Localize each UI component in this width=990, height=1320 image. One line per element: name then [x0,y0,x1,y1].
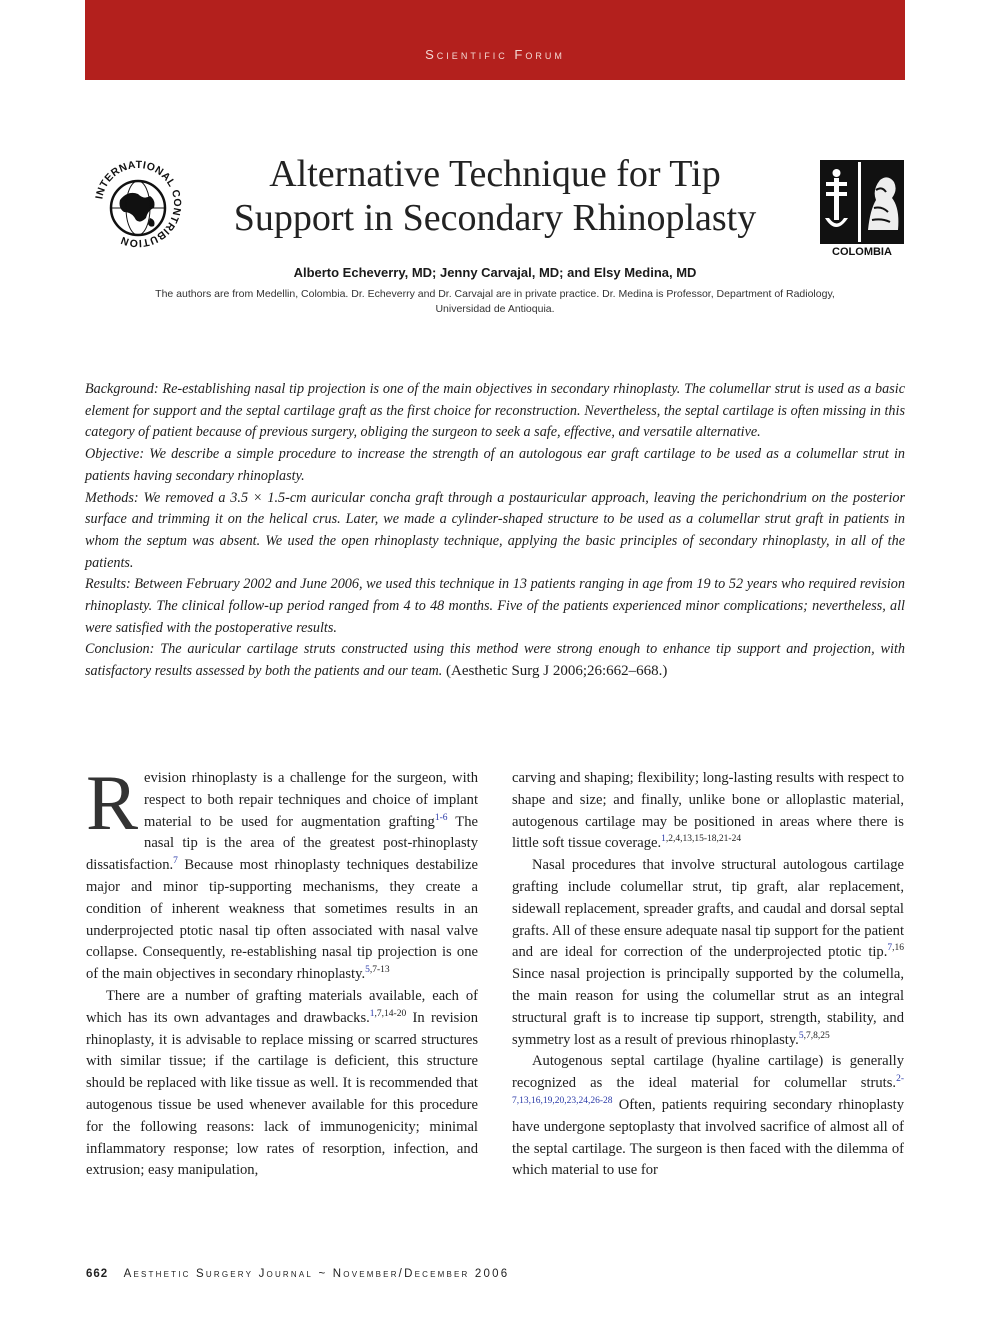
body-paragraph: Nasal procedures that involve structural autologous cartilage grafting include columellar strut, tip graft, alar replacement, sidewall replacement, spreader grafts, and caudal and dorsal septal grafts. All of these ensure adequate nasal tip support for the patient and are ideal for correction of the underprojected ptotic tip.$^{7,16}$ Since nasal projection is principally supported by the columella, the main reason for using the columellar strut as an integral structural graft is to increase tip support, strength, stability, and symmetry lost as a result of previous rhinoplasty.$^{5,7,8,25}$ [512,857,904,1048]
body-column-right [512,768,904,1182]
abstract-methods [85,488,905,575]
article-title [190,152,800,240]
section-label: Scientific Forum [425,47,565,62]
reference-link[interactable]: 1 [661,834,666,845]
colombia-emblem [820,160,904,244]
drop-cap: R [86,759,139,846]
background-label: Background: [85,381,159,397]
section-banner [85,0,905,80]
reference-link[interactable]: 7 [173,856,178,867]
abstract-objective [85,444,905,487]
reference-link[interactable]: 5 [798,1030,804,1041]
affiliation-line-2: Universidad de Antioquia. [435,303,555,315]
page-footer [86,1268,906,1280]
title-line-1: Alternative Technique for Tip [269,153,721,195]
results-text: Between February 2002 and June 2006, we used this technique in 13 patients ranging in age from 19 to 52 years who required revision rhinoplasty. The clinical follow-up period ranged from 4 to 48 months. Five of the patients experienced minor complications; nevertheless, all were satisfied with the postoperative results. [85,576,905,636]
journal-name: Aesthetic Surgery Journal ~ November/December 2006 [123,1268,510,1280]
reference-link[interactable]: 2-7,13,16,19,20,23,24,26-28 [512,1074,904,1107]
abstract-results [85,574,905,639]
reference-link[interactable]: 5 [365,965,370,976]
svg-text:INTERNATIONAL CONTRIBUTION: INTERNATIONAL CONTRIBUTION [93,158,184,250]
abstract [85,379,905,683]
objective-label: Objective: [85,446,145,463]
objective-text: We describe a simple procedure to increase the strength of an autologous ear graft cartilage to be used as a columellar strut in patients having secondary rhinoplasty. [85,446,905,484]
reference-link[interactable]: 1 [369,1008,375,1019]
citation: (Aesthetic Surg J 2006;26:662–668.) [442,663,668,680]
conclusion-label: Conclusion: [85,641,155,658]
body-paragraph: Revision rhinoplasty is a challenge for the surgeon, with respect to both repair techniques and choice of implant material to be used for augmentation grafting$^{1-6}$ The nasal tip is the area of the greatest post-rhinoplasty dissatisfaction.$^7$ Because most rhinoplasty techniques destabilize major and minor tip-supporting mechanisms, they create a condition of inherent weakness that sometimes results in an underprojected ptotic nasal tip often associated with nasal valve collapse. Consequently, re-establishing nasal tip projection is one of the main objectives in secondary rhinoplasty.$^{5,7-13}$ [86,759,478,983]
affiliation [105,287,885,317]
country-label: COLOMBIA [832,246,892,258]
body-paragraph: carving and shaping; flexibility; long-lasting results with respect to shape and size; and finally, unlike bone or alloplastic material, autogenous cartilage may be positioned in areas where there is little soft tissue coverage.$^{1,2,4,13,15-18,21-24}$ [512,770,904,852]
methods-text: We removed a 3.5 × 1.5-cm auricular concha graft through a postauricular approach, leaving the perichondrium on the posterior surface and trimming it on the helical crus. Later, we made a cylinder-shaped structure to be used as a columellar strut graft in patients in whom the septum was absent. We used the open rhinoplasty technique, applying the basic principles of secondary rhinoplasty, in all of the patients. [85,489,905,571]
abstract-conclusion [85,639,905,682]
body-paragraph: There are a number of grafting materials available, each of which has its own advantages and drawbacks.$^{1,7,14-20}$ In revision rhinoplasty, it is advisable to replace missing or scarred structures with similar tissue; if the cartilage is deficient, this structure should be replaced with like tissue as well. It is recommended that autogenous tissue be used whenever available for this procedure for the following reasons: lack of immunogenicity; minimal inflammatory response; low rates of resorption, infection, and extrusion; easy manipulation, [86,987,478,1179]
body-paragraph: Autogenous septal cartilage (hyaline cartilage) is generally recognized as the ideal material for columellar struts.$^{2-7,13,16,19,20,23,24,26-28}$ Often, patients requiring secondary rhinoplasty have undergone septoplasty that involved sacrifice of almost all of the septal cartilage. The surgeon is then faced with the dilemma of which material to use for [512,1053,904,1179]
methods-label: Methods: [85,489,139,506]
page-number: 662 [86,1268,109,1280]
results-label: Results: [85,576,131,593]
reference-link[interactable]: 1-6 [434,812,448,823]
abstract-background [85,379,905,444]
conclusion-text: The auricular cartilage struts constructed using this method were strong enough to enhance tip support and projection, with satisfactory results assessed by both the patients and our team. [85,641,905,680]
background-text: Re-establishing nasal tip projection is one of the main objectives in secondary rhinoplasty. The columellar strut is used as a basic element for support and the septal cartilage graft as the first choice for reconstruction. Nevertheless, the septal cartilage is often missing in this category of patient because of previous surgery, obliging the surgeon to seek a safe, effective, and versatile alternative. [85,381,905,441]
body-column-left [86,759,478,1182]
authors: Alberto Echeverry, MD; Jenny Carvajal, MD; and Elsy Medina, MD [293,265,697,280]
international-contribution-emblem [92,158,184,250]
affiliation-line-1: The authors are from Medellin, Colombia. Dr. Echeverry and Dr. Carvajal are in private practice. Dr. Medina is Professor, Department of Radiology, [155,288,835,300]
title-line-2: Support in Secondary Rhinoplasty [233,197,757,239]
reference-link[interactable]: 7 [887,943,893,954]
